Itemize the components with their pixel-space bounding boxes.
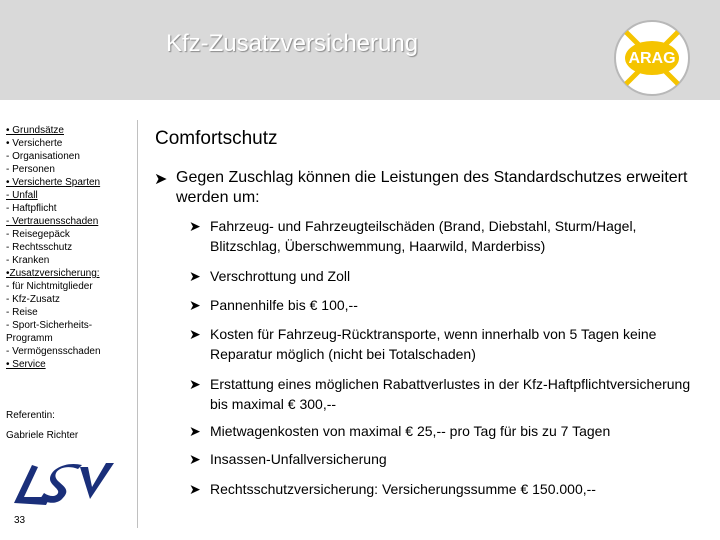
arrow-bullet-icon: ➤ (189, 481, 201, 497)
arrow-bullet-icon: ➤ (189, 326, 201, 342)
presenter-name: Gabriele Richter (6, 430, 79, 441)
sidebar-item-haftpflicht: - Haftpflicht (6, 203, 57, 214)
sidebar-item-kfz-zusatz: - Kfz-Zusatz (6, 294, 60, 305)
sub-bullet: Rechtsschutzversicherung: Versicherungssumme € 150.000,-- (210, 481, 596, 497)
sidebar-item-personen: - Personen (6, 164, 55, 175)
sidebar-item-service[interactable]: • Service (6, 359, 46, 370)
lsv-logo (10, 455, 120, 510)
sub-bullet: Verschrottung und Zoll (210, 268, 351, 284)
logo-text: ARAG (628, 50, 676, 67)
main-bullet: Gegen Zuschlag können die Leistungen des Standardschutzes erweitert werden um: (176, 169, 688, 206)
sub-bullet: Pannenhilfe bis € 100,-- (210, 297, 358, 313)
page-number: 33 (14, 515, 26, 526)
arrow-bullet-icon: ➤ (189, 376, 201, 392)
arrow-bullet-icon: ➤ (154, 171, 168, 188)
arrow-bullet-icon: ➤ (189, 268, 201, 284)
sidebar-item-reisegepaeck: - Reisegepäck (6, 229, 70, 240)
sidebar-item-rechtsschutz: - Rechtsschutz (6, 242, 73, 253)
sidebar-item-unfall[interactable]: - Unfall (6, 190, 38, 201)
arag-logo (612, 18, 692, 98)
sidebar-item-sport-sicherheits: - Sport-Sicherheits- (6, 320, 93, 331)
sidebar-item-kranken: - Kranken (6, 255, 50, 266)
sidebar-item-programm: Programm (6, 333, 53, 344)
sidebar-item-versicherte-sparten[interactable]: • Versicherte Sparten (6, 177, 101, 188)
arrow-bullet-icon: ➤ (189, 451, 201, 467)
content-heading: Comfortschutz (155, 128, 278, 149)
sidebar-item-nichtmitglieder: - für Nichtmitglieder (6, 281, 93, 292)
sidebar-divider (137, 120, 138, 528)
referent-label: Referentin: (6, 410, 55, 421)
sub-bullet: Insassen-Unfallversicherung (210, 451, 387, 467)
sidebar-item-organisationen: - Organisationen (6, 151, 80, 162)
arrow-bullet-icon: ➤ (189, 423, 201, 439)
sub-bullet: Mietwagenkosten von maximal € 25,-- pro Tag für bis zu 7 Tagen (210, 423, 611, 439)
sub-bullet: Fahrzeug- und Fahrzeugteilschäden (Brand, Diebstahl, Sturm/Hagel, Blitzschlag, Überschwemmung, Haarwild, Marderbiss) (210, 218, 637, 254)
sidebar-item-zusatzversicherung[interactable]: •Zusatzversicherung: (6, 268, 100, 279)
arrow-bullet-icon: ➤ (189, 218, 201, 234)
sidebar-item-vermoegensschaden: - Vermögensschaden (6, 346, 101, 357)
sidebar-item-grundsaetze[interactable]: • Grundsätze (6, 125, 64, 136)
sidebar-item-versicherte: • Versicherte (6, 138, 63, 149)
sub-bullet: Erstattung eines möglichen Rabattverlustes in der Kfz-Haftpflichtversicherung bis maximal € 300,-- (210, 376, 691, 412)
page-title: Kfz-Zusatzversicherung (165, 30, 419, 57)
sub-bullet: Kosten für Fahrzeug-Rücktransporte, wenn innerhalb von 5 Tagen keine Reparatur möglich (nicht bei Totalschaden) (210, 326, 657, 362)
sidebar-item-reise: - Reise (6, 307, 38, 318)
header-bar (0, 0, 720, 100)
sidebar-item-vertrauensschaden[interactable]: - Vertrauensschaden (6, 216, 99, 227)
arrow-bullet-icon: ➤ (189, 297, 201, 313)
